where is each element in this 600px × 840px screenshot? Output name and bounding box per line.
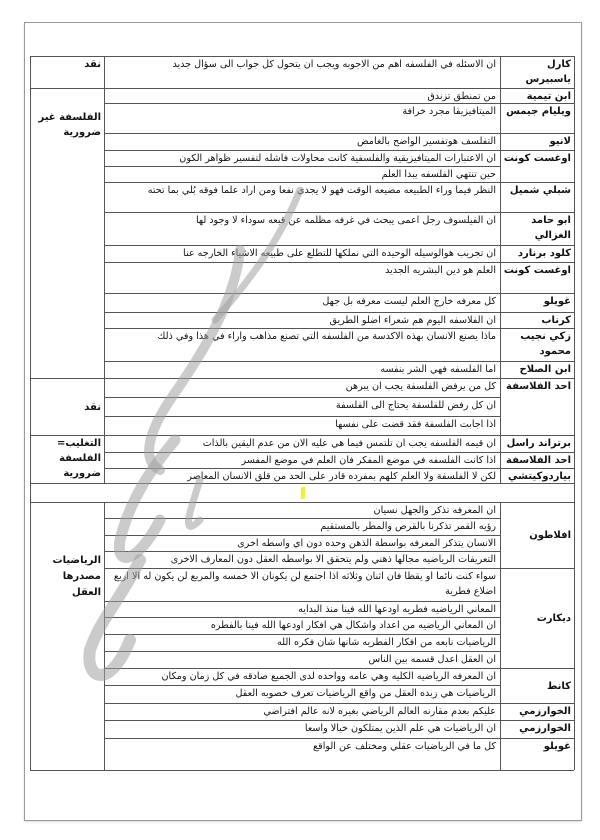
- quote-text: الانسان يتذكر المعرفه بواسطة الذهن وحده دون اي واسطه اخرى: [237, 538, 496, 549]
- quote-text: الرياضيات نابعه من افكار الفطريه شانها شان فكره الله: [277, 637, 496, 648]
- person-name: احد الفلاسفة: [506, 381, 571, 392]
- table-rule: [30, 56, 574, 57]
- highlighted-heading-text: [301, 487, 305, 499]
- quote-text: رؤيه القمر تذكرنا بالقرص والمطر بالمستقيم: [320, 521, 496, 532]
- person-name: ابو حامد الغزالي: [531, 215, 571, 241]
- quote-text: حين تنتهي الفلسفه يبدا العلم: [381, 169, 496, 180]
- quote-text: من تمنطق تزندق: [427, 91, 496, 102]
- person-name: زكي نجيب محمود: [520, 331, 571, 357]
- person-name: لانيو: [549, 136, 571, 147]
- person-name: غويلو: [543, 741, 571, 752]
- person-name: غويلو: [543, 296, 571, 307]
- quote-text: كل معرفه خارج العلم ليست معرفه بل جهل: [322, 296, 496, 307]
- person-name: كلود برنارد: [517, 248, 571, 259]
- person-name: اوغست كونت: [503, 153, 571, 164]
- person-name: ابن الصلاح: [519, 364, 571, 375]
- person-name: افلاطون: [529, 530, 571, 541]
- quote-text: ان العقل اعدل قسمه بين الناس: [368, 654, 496, 665]
- table-rule: [104, 551, 500, 552]
- quote-text: اما الفلسفه فهي الشر بنفسه: [380, 364, 496, 375]
- group-label: الفلسفة غير ضرورية: [38, 112, 101, 138]
- quote-text: ان الاعتبارات الميتافيزيقية والفلسفية كانت محاولات فاشله لتفسير ظواهر الكون: [179, 153, 496, 164]
- quote-text: ان الفلاسفه اليوم هم شعراء اضلو الطريق: [329, 315, 496, 326]
- person-name: ابن تيمية: [526, 91, 571, 102]
- table-rule: [104, 651, 500, 652]
- table-rule: [104, 518, 500, 519]
- quote-text: ان تجريب هوالوسيله الوحيده التي نملكها للتطلع على طبيعه الاشياء الخارجه عنا: [183, 248, 496, 259]
- quote-text: التفلسف هوتفسير الواضح بالغامض: [357, 136, 496, 147]
- quote-text: سواء كنت نائما او يقظا فان اثنان وثلاثه اذا اجتمع لن يكونان الا خمسه والمربع لن يكون له الا اربع اضلاع فطرية: [113, 571, 496, 597]
- person-name: اوغست كونت: [503, 265, 571, 276]
- group-label: الرياضيات مصدرها العقل: [52, 555, 101, 598]
- table-rule: [104, 56, 105, 483]
- table-rule: [104, 634, 500, 635]
- quote-text: النظر فيما وراء الطبيعه مضيعه الوقت فهو لا يجدي نفعا ومن اراد علما فوقه بُلي بما تحته: [147, 185, 496, 196]
- quote-text: اذا اجابت الفلسفة فقد قضت على نفسها: [335, 419, 496, 430]
- table-rule: [104, 502, 105, 770]
- person-name: الخوارزمي: [519, 706, 571, 717]
- group-label: نقد: [84, 59, 101, 70]
- table-rule: [30, 770, 574, 771]
- quote-text: ماذا يصنع الانسان بهذه الاكدسة من الفلسفه التي تصنع مذاهب واراء في هذا وفي ذلك: [157, 331, 496, 342]
- table-rule: [104, 397, 500, 398]
- quote-text: ان الاسئله في الفلسفه اهم من الاجوبه ويجب ان يتحول كل جواب الى سؤال جديد: [172, 59, 496, 70]
- person-name: الخوارزمي: [519, 723, 571, 734]
- quote-text: ان قيمه الفلسفه يجب ان تلتمس فيما هي عليه الان من عدم اليقين بالذات: [202, 438, 496, 449]
- quote-text: عليكم بعدم مقارنه العالم الرياضي بغيره لانه عالم افتراضي: [263, 706, 496, 717]
- quote-text: كل من يرفض الفلسفة يجب ان يبرهن: [345, 381, 496, 392]
- table-rule: [30, 378, 574, 379]
- quote-text: ان المعاني الرياضيه من اعداد واشكال هي افكار اودعها الله فينا بالفطره: [210, 620, 496, 631]
- quote-text: ان كل رفض للفلسفة يحتاج الى الفلسفة: [335, 400, 496, 411]
- table-rule: [30, 56, 31, 770]
- table-rule: [574, 56, 575, 770]
- person-name: شبلي شميل: [509, 185, 571, 196]
- quote-text: ان الفيلسوف رجل اعمى يبحث في غرفه مظلمه عن قبعه سوداء لا وجود لها: [195, 215, 496, 226]
- section-heading: [31, 484, 574, 502]
- person-name: احد الفلاسفة: [506, 455, 571, 466]
- person-name: ديكارت: [536, 613, 571, 624]
- quote-text: العلم هو دين البشريه الجديد: [385, 265, 496, 276]
- quote-text: ان المعرفه الرياضيه الكليه وهي عامه وواحده لدى الجميع صادقه في كل زمان ومكان: [161, 671, 496, 682]
- quote-text: الرياضيات هي زبده العقل من واقع الرياضيات تعرف خصوبه العقل: [235, 688, 496, 699]
- quote-text: كل ما في الرياضيات عقلي ومختلف عن الواقع: [313, 741, 496, 752]
- table-rule: [500, 56, 501, 483]
- person-name: برتراند راسل: [506, 438, 571, 449]
- table-rule: [104, 166, 500, 167]
- person-name: كرناب: [541, 315, 571, 326]
- group-label: التغليب= الفلسفة ضرورية: [56, 438, 101, 479]
- table-rule: [104, 601, 500, 602]
- quote-text: الميتافيزيقا مجرد خرافة: [402, 106, 496, 117]
- person-name: كارل ياسبيرس: [525, 59, 571, 85]
- table-rule: [104, 416, 500, 417]
- group-label: نقد: [84, 401, 101, 413]
- quote-text: ان الرياضيات هي علم الذين يمتلكون خيالا واسعا: [304, 723, 496, 734]
- quote-text: ان المعرفه تذكر والجهل نسيان: [373, 505, 496, 516]
- person-name: ويليام جيمس: [506, 106, 571, 117]
- quote-text: المعاني الرياضيه فطريه اودعها الله فينا منذ البدايه: [298, 604, 496, 615]
- table-rule: [500, 502, 501, 770]
- person-name: بياردوكيتشي: [508, 471, 571, 482]
- table-rule: [104, 617, 500, 618]
- quote-text: لكن لا الفلسفة ولا العلم كلهم بمفرده قادر على الحد من قلق الانسان المعاصر: [187, 471, 496, 482]
- quote-text: اذا كانت الفلسفه في موضع المفكر فان العلم في موضع المفسر: [241, 455, 496, 466]
- table-rule: [104, 535, 500, 536]
- table-rule: [104, 685, 500, 686]
- person-name: كانط: [546, 680, 571, 692]
- quote-text: التعريفات الرياضيه مجالها ذهني ولم يتحقق الا بواسطه العقل دون المعارف الاخرى: [170, 554, 496, 565]
